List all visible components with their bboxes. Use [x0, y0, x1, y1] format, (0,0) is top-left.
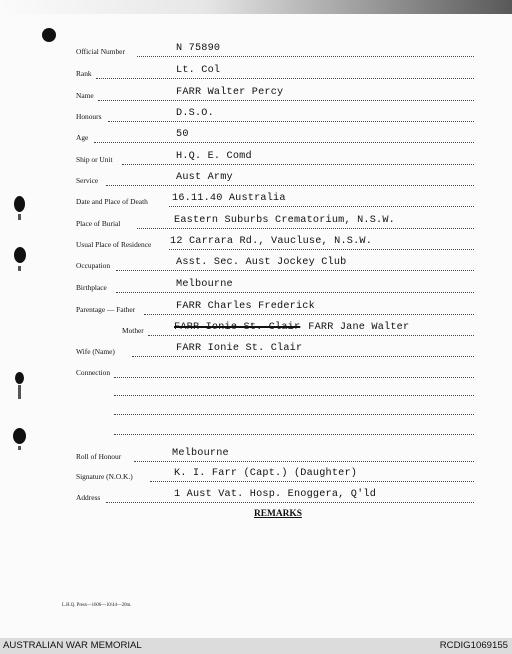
dotted-line [144, 314, 474, 315]
printer-note: L.H.Q. Press—1606—10/44—20m. [62, 603, 132, 608]
value-occupation: Asst. Sec. Aust Jockey Club [176, 257, 347, 268]
label-roll-of-honour: Roll of Honour [76, 452, 122, 461]
value-roll-of-honour: Melbourne [172, 448, 229, 459]
value-name: FARR Walter Percy [176, 87, 284, 98]
value-wife: FARR Ionie St. Clair [176, 343, 303, 354]
dotted-line [114, 395, 474, 396]
footer-source: AUSTRALIAN WAR MEMORIAL [3, 640, 142, 651]
dotted-line [114, 414, 474, 415]
label-official-number: Official Number [76, 47, 125, 56]
value-rank: Lt. Col [176, 65, 221, 76]
dotted-line [108, 121, 474, 122]
dotted-line [116, 292, 474, 293]
dotted-line [114, 377, 474, 378]
value-birthplace: Melbourne [176, 279, 233, 290]
label-rank: Rank [76, 69, 92, 78]
dotted-line [134, 461, 474, 462]
label-ship-or-unit: Ship or Unit [76, 155, 113, 164]
dotted-line [98, 100, 474, 101]
value-service: Aust Army [176, 172, 233, 183]
label-mother: Mother [122, 326, 144, 335]
label-occupation: Occupation [76, 261, 111, 270]
value-signature: K. I. Farr (Capt.) (Daughter) [174, 468, 358, 479]
value-mother-line [174, 322, 409, 333]
margin-mark [18, 214, 21, 220]
dotted-line [106, 502, 474, 503]
punch-hole-upper-left [14, 196, 25, 212]
value-father: FARR Charles Frederick [176, 301, 315, 312]
value-official-number: N 75890 [176, 43, 221, 54]
label-service: Service [76, 176, 99, 185]
dotted-line [169, 206, 474, 207]
value-ship-or-unit: H.Q. E. Comd [176, 151, 252, 162]
label-signature: Signature (N.O.K.) [76, 472, 133, 481]
margin-mark [18, 446, 21, 450]
dotted-line [94, 142, 474, 143]
value-place-of-burial: Eastern Suburbs Crematorium, N.S.W. [174, 215, 395, 226]
scan-edge-shadow [0, 0, 512, 14]
margin-mark [18, 385, 21, 399]
punch-hole-top [42, 28, 56, 42]
dotted-line [169, 249, 474, 250]
archive-footer [0, 638, 512, 654]
punch-hole-lower-left [15, 372, 24, 384]
margin-mark [18, 266, 21, 271]
struck-mother-entry: FARR Ionie St. Clair [174, 322, 301, 333]
label-honours: Honours [76, 112, 102, 121]
label-name: Name [76, 91, 94, 100]
label-father: Parentage — Father [76, 305, 136, 314]
dotted-line [96, 78, 474, 79]
label-usual-residence: Usual Place of Residence [76, 240, 152, 249]
value-address: 1 Aust Vat. Hosp. Enoggera, Q'ld [174, 489, 377, 500]
dotted-line [122, 164, 474, 165]
value-usual-residence: 12 Carrara Rd., Vaucluse, N.S.W. [170, 236, 373, 247]
value-mother: FARR Jane Walter [308, 322, 410, 333]
dotted-line [106, 185, 474, 186]
punch-hole-bottom-left [13, 428, 26, 444]
dotted-line [132, 356, 474, 357]
label-birthplace: Birthplace [76, 283, 107, 292]
label-wife: Wife (Name) [76, 347, 115, 356]
remarks-heading: REMARKS [254, 509, 302, 519]
label-date-place-death: Date and Place of Death [76, 197, 148, 206]
dotted-line [116, 270, 474, 271]
dotted-line [137, 56, 474, 57]
value-honours: D.S.O. [176, 108, 214, 119]
value-date-place-death: 16.11.40 Australia [172, 193, 286, 204]
footer-reference-id: RCDIG1069155 [439, 640, 508, 651]
label-address: Address [76, 493, 101, 502]
value-age: 50 [176, 129, 189, 140]
dotted-line [150, 481, 474, 482]
punch-hole-mid-left [14, 247, 26, 263]
label-connection: Connection [76, 368, 111, 377]
dotted-line [148, 335, 474, 336]
label-place-of-burial: Place of Burial [76, 219, 121, 228]
dotted-line [137, 228, 474, 229]
label-age: Age [76, 133, 89, 142]
dotted-line [114, 434, 474, 435]
